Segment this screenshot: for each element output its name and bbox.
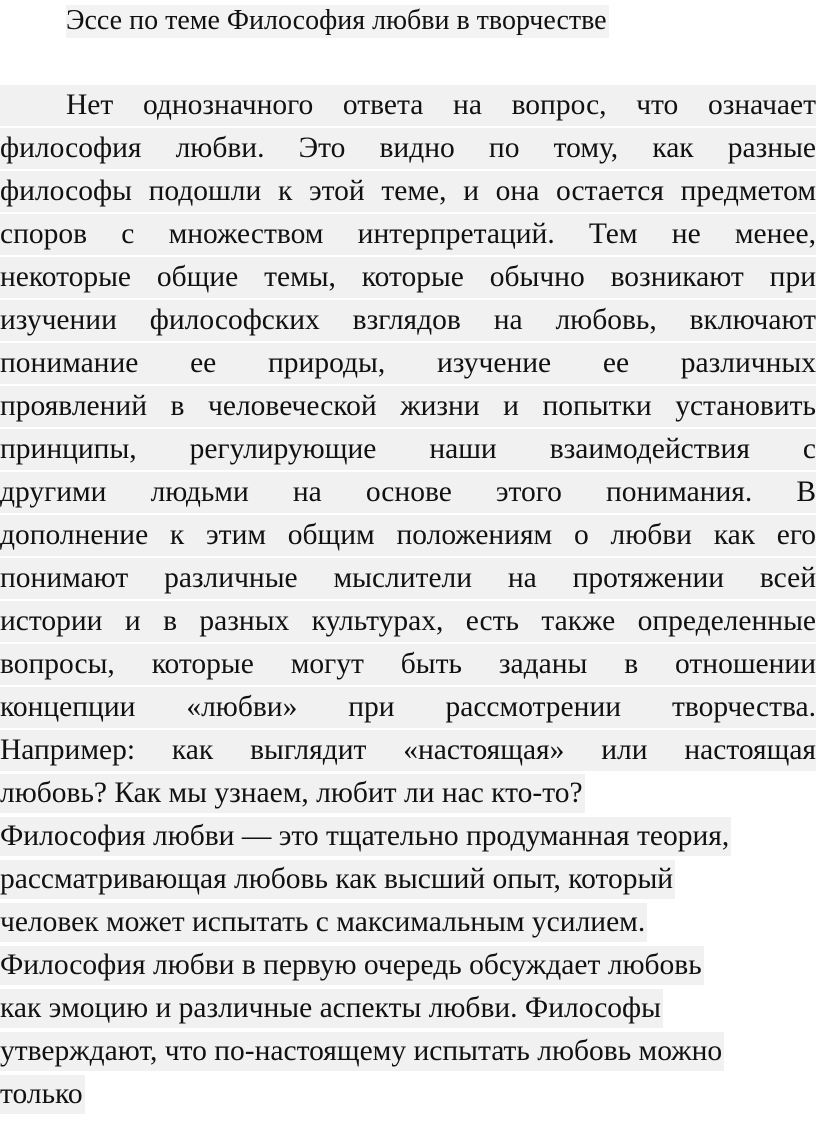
- paragraph-line: философы подошли к этой теме, и она остается предметом: [0, 170, 816, 213]
- paragraph-line: любовь? Как мы узнаем, любит ли нас кто-то?: [0, 772, 816, 815]
- document-title-text: Эссе по теме Философия любви в творчестве: [66, 5, 607, 36]
- paragraph-line: как эмоцию и различные аспекты любви. Философы: [0, 987, 816, 1030]
- paragraph-line: понимание ее природы, изучение ее различных: [0, 342, 816, 385]
- paragraph-line: дополнение к этим общим положениям о любви как его: [0, 514, 816, 557]
- paragraph-line: принципы, регулирующие наши взаимодействия с: [0, 428, 816, 471]
- paragraph-line: Философия любви в первую очередь обсуждает любовь: [0, 944, 816, 987]
- paragraph-line: только: [0, 1073, 816, 1116]
- paragraph-line: философия любви. Это видно по тому, как разные: [0, 127, 816, 170]
- document-title: [66, 2, 609, 40]
- paragraph-line: истории и в разных культурах, есть также определенные: [0, 600, 816, 643]
- paragraph-line: споров с множеством интерпретаций. Тем не менее,: [0, 213, 816, 256]
- paragraph-line: вопросы, которые могут быть заданы в отношении: [0, 643, 816, 686]
- paragraph-line: утверждают, что по-настоящему испытать любовь можно: [0, 1030, 816, 1073]
- paragraph-line: человек может испытать с максимальным усилием.: [0, 901, 816, 944]
- paragraph-line: концепции «любви» при рассмотрении творчества.: [0, 686, 816, 729]
- paragraph-line: Нет однозначного ответа на вопрос, что означает: [0, 84, 816, 127]
- essay-body: [0, 84, 816, 1116]
- paragraph-line: Философия любви — это тщательно продуманная теория,: [0, 815, 816, 858]
- paragraph-line: другими людьми на основе этого понимания. В: [0, 471, 816, 514]
- paragraph-line: проявлений в человеческой жизни и попытки установить: [0, 385, 816, 428]
- paragraph-line: Например: как выглядит «настоящая» или настоящая: [0, 729, 816, 772]
- paragraph-line: рассматривающая любовь как высший опыт, который: [0, 858, 816, 901]
- paragraph-line: изучении философских взглядов на любовь, включают: [0, 299, 816, 342]
- paragraph-line: некоторые общие темы, которые обычно возникают при: [0, 256, 816, 299]
- paragraph-line: понимают различные мыслители на протяжении всей: [0, 557, 816, 600]
